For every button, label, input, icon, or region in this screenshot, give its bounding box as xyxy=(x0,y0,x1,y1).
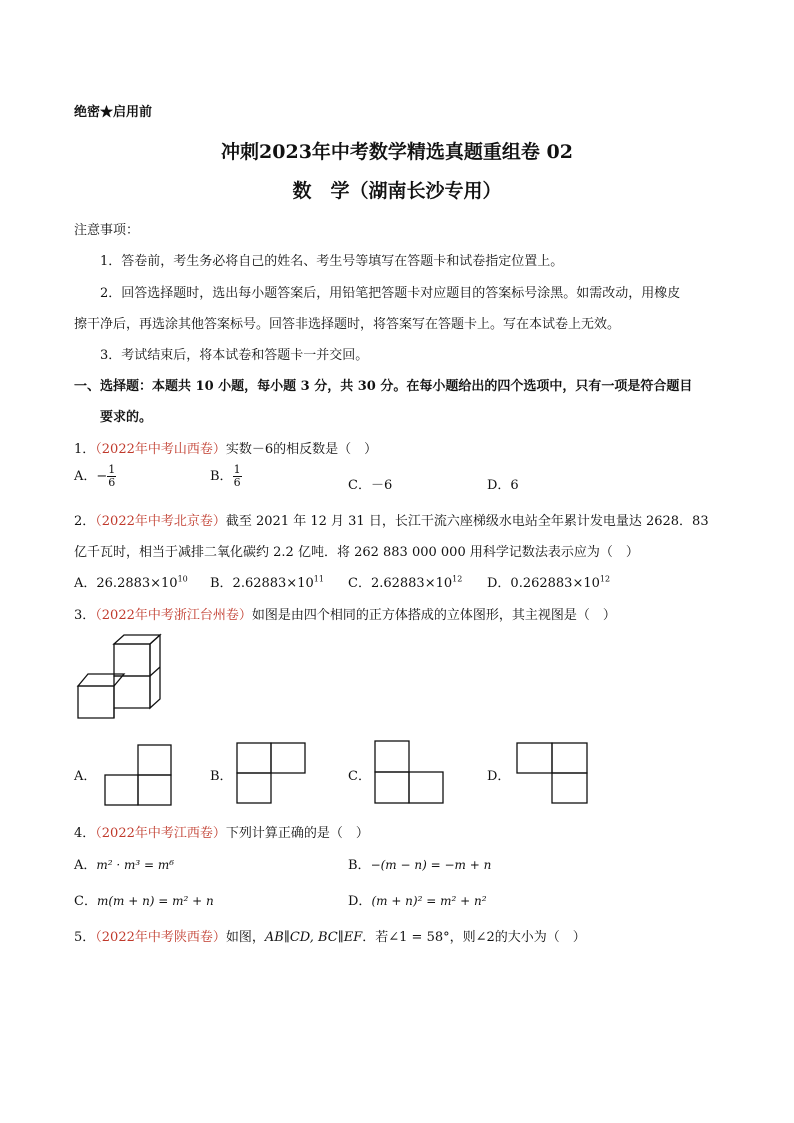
question-5 xyxy=(74,926,586,945)
option-text: D．0.262883×10 xyxy=(487,576,600,591)
square-cell xyxy=(409,772,443,803)
question-number: 2． xyxy=(74,514,96,529)
math-expression: −(m − n) = −m + n xyxy=(370,858,492,872)
option-text: A．26.2883×10 xyxy=(74,576,178,591)
notice-item: 3．考试结束后，将本试卷和答题卡一并交回。 xyxy=(100,348,369,363)
exponent: 12 xyxy=(452,574,463,584)
option-a-view xyxy=(104,744,172,806)
option-c xyxy=(74,890,214,909)
square-cell xyxy=(138,745,171,775)
square-cell xyxy=(552,743,587,773)
square-cell xyxy=(552,773,587,803)
question-3 xyxy=(74,604,616,623)
cube-solid-figure xyxy=(74,634,164,722)
question-4 xyxy=(74,822,369,841)
option-a xyxy=(74,854,174,873)
math-expression: m² · m³ = m⁶ xyxy=(96,858,175,872)
option-b xyxy=(210,464,242,489)
question-source: （2022年中考江西卷） xyxy=(95,826,226,841)
math-expression: AB∥CD, BC∥EF xyxy=(264,930,363,945)
option-d-view xyxy=(516,742,588,804)
exam-subtitle: 数 学（湖南长沙专用） xyxy=(292,180,502,202)
option-label: D． xyxy=(348,894,372,909)
numerator: 1 xyxy=(233,463,241,476)
question-source: （2022年中考北京卷） xyxy=(95,514,226,529)
math-expression: (m + n)² = m² + n² xyxy=(371,894,487,908)
option-d: D． xyxy=(487,769,511,784)
cube-face xyxy=(78,686,114,718)
cube-face xyxy=(114,676,150,708)
question-source: （2022年中考山西卷） xyxy=(95,442,226,457)
option-b-view xyxy=(236,742,306,804)
option-c-view xyxy=(374,740,444,804)
fraction xyxy=(107,464,116,489)
square-cell xyxy=(237,773,271,803)
option-d xyxy=(487,572,610,591)
notice-item: 擦干净后，再选涂其他答案标号。回答非选择题时，将答案写在答题卡上。写在本试卷上无效。 xyxy=(74,317,621,332)
question-text: 实数－6的相反数是（ ） xyxy=(225,442,378,457)
square-cell xyxy=(271,743,305,773)
question-text: 如图是由四个相同的正方体搭成的立体图形，其主视图是（ ） xyxy=(251,608,616,623)
question-text: 截至 2021 年 12 月 31 日，长江干流六座梯级水电站全年累计发电量达 2628．83 xyxy=(225,514,709,529)
option-b xyxy=(348,854,491,873)
exponent: 10 xyxy=(177,574,188,584)
notice-item: 1．答卷前，考生务必将自己的姓名、考生号等填写在答题卡和试卷指定位置上。 xyxy=(100,254,564,269)
section-heading: 一、选择题：本题共 10 小题，每小题 3 分，共 30 分。在每小题给出的四个选项中，只有一项是符合题目 xyxy=(74,379,693,394)
option-b xyxy=(210,572,324,591)
cube-face xyxy=(114,644,150,676)
cube-edge xyxy=(150,667,160,676)
question-number: 3． xyxy=(74,608,96,623)
option-label: C． xyxy=(74,894,97,909)
question-text: 下列计算正确的是（ ） xyxy=(225,826,369,841)
numerator: 1 xyxy=(108,463,116,476)
option-label: B． xyxy=(210,469,233,484)
option-b: B． xyxy=(210,769,233,784)
cube-top xyxy=(114,635,160,644)
confidential-label: 绝密★启用前 xyxy=(74,105,153,120)
question-source: （2022年中考陕西卷） xyxy=(95,930,226,945)
question-text: ．若∠1 = 58°，则∠2的大小为（ ） xyxy=(362,930,586,945)
section-heading-cont: 要求的。 xyxy=(100,410,153,425)
minus-sign: − xyxy=(96,469,108,484)
square-cell xyxy=(105,775,138,805)
square-cell xyxy=(375,772,409,803)
notice-heading: 注意事项： xyxy=(74,223,140,238)
option-c xyxy=(348,572,462,591)
option-a xyxy=(74,572,188,591)
option-text: B．2.62883×10 xyxy=(210,576,314,591)
math-expression: m(m + n) = m² + n xyxy=(96,894,214,908)
option-c: C．－6 xyxy=(348,478,393,493)
option-text: C．2.62883×10 xyxy=(348,576,453,591)
notice-item: 2．回答选择题时，选出每小题答案后，用铅笔把答题卡对应题目的答案标号涂黑。如需改动，用橡皮 xyxy=(100,286,681,301)
square-cell xyxy=(375,741,409,772)
exponent: 11 xyxy=(313,574,324,584)
question-2 xyxy=(74,510,709,529)
square-cell xyxy=(237,743,271,773)
square-cell xyxy=(138,775,171,805)
question-number: 1． xyxy=(74,442,96,457)
option-label: A． xyxy=(74,469,97,484)
option-d xyxy=(348,890,487,909)
question-1 xyxy=(74,438,377,457)
exponent: 12 xyxy=(599,574,611,584)
denominator: 6 xyxy=(233,476,241,489)
fraction xyxy=(233,464,242,489)
square-cell xyxy=(517,743,552,773)
exam-title: 冲刺2023年中考数学精选真题重组卷 02 xyxy=(221,141,573,163)
question-text: 如图， xyxy=(225,930,265,945)
option-d: D．6 xyxy=(487,478,519,493)
question-number: 5． xyxy=(74,930,96,945)
option-a: A． xyxy=(74,769,97,784)
question-2-cont: 亿千瓦时，相当于减排二氧化碳约 2.2 亿吨．将 262 883 000 000 用科学记数法表示应为（ ） xyxy=(74,545,639,560)
option-label: B． xyxy=(348,858,371,873)
question-number: 4． xyxy=(74,826,96,841)
option-a xyxy=(74,464,116,489)
option-c: C． xyxy=(348,769,371,784)
option-label: A． xyxy=(74,858,97,873)
denominator: 6 xyxy=(108,476,116,489)
question-source: （2022年中考浙江台州卷） xyxy=(95,608,252,623)
